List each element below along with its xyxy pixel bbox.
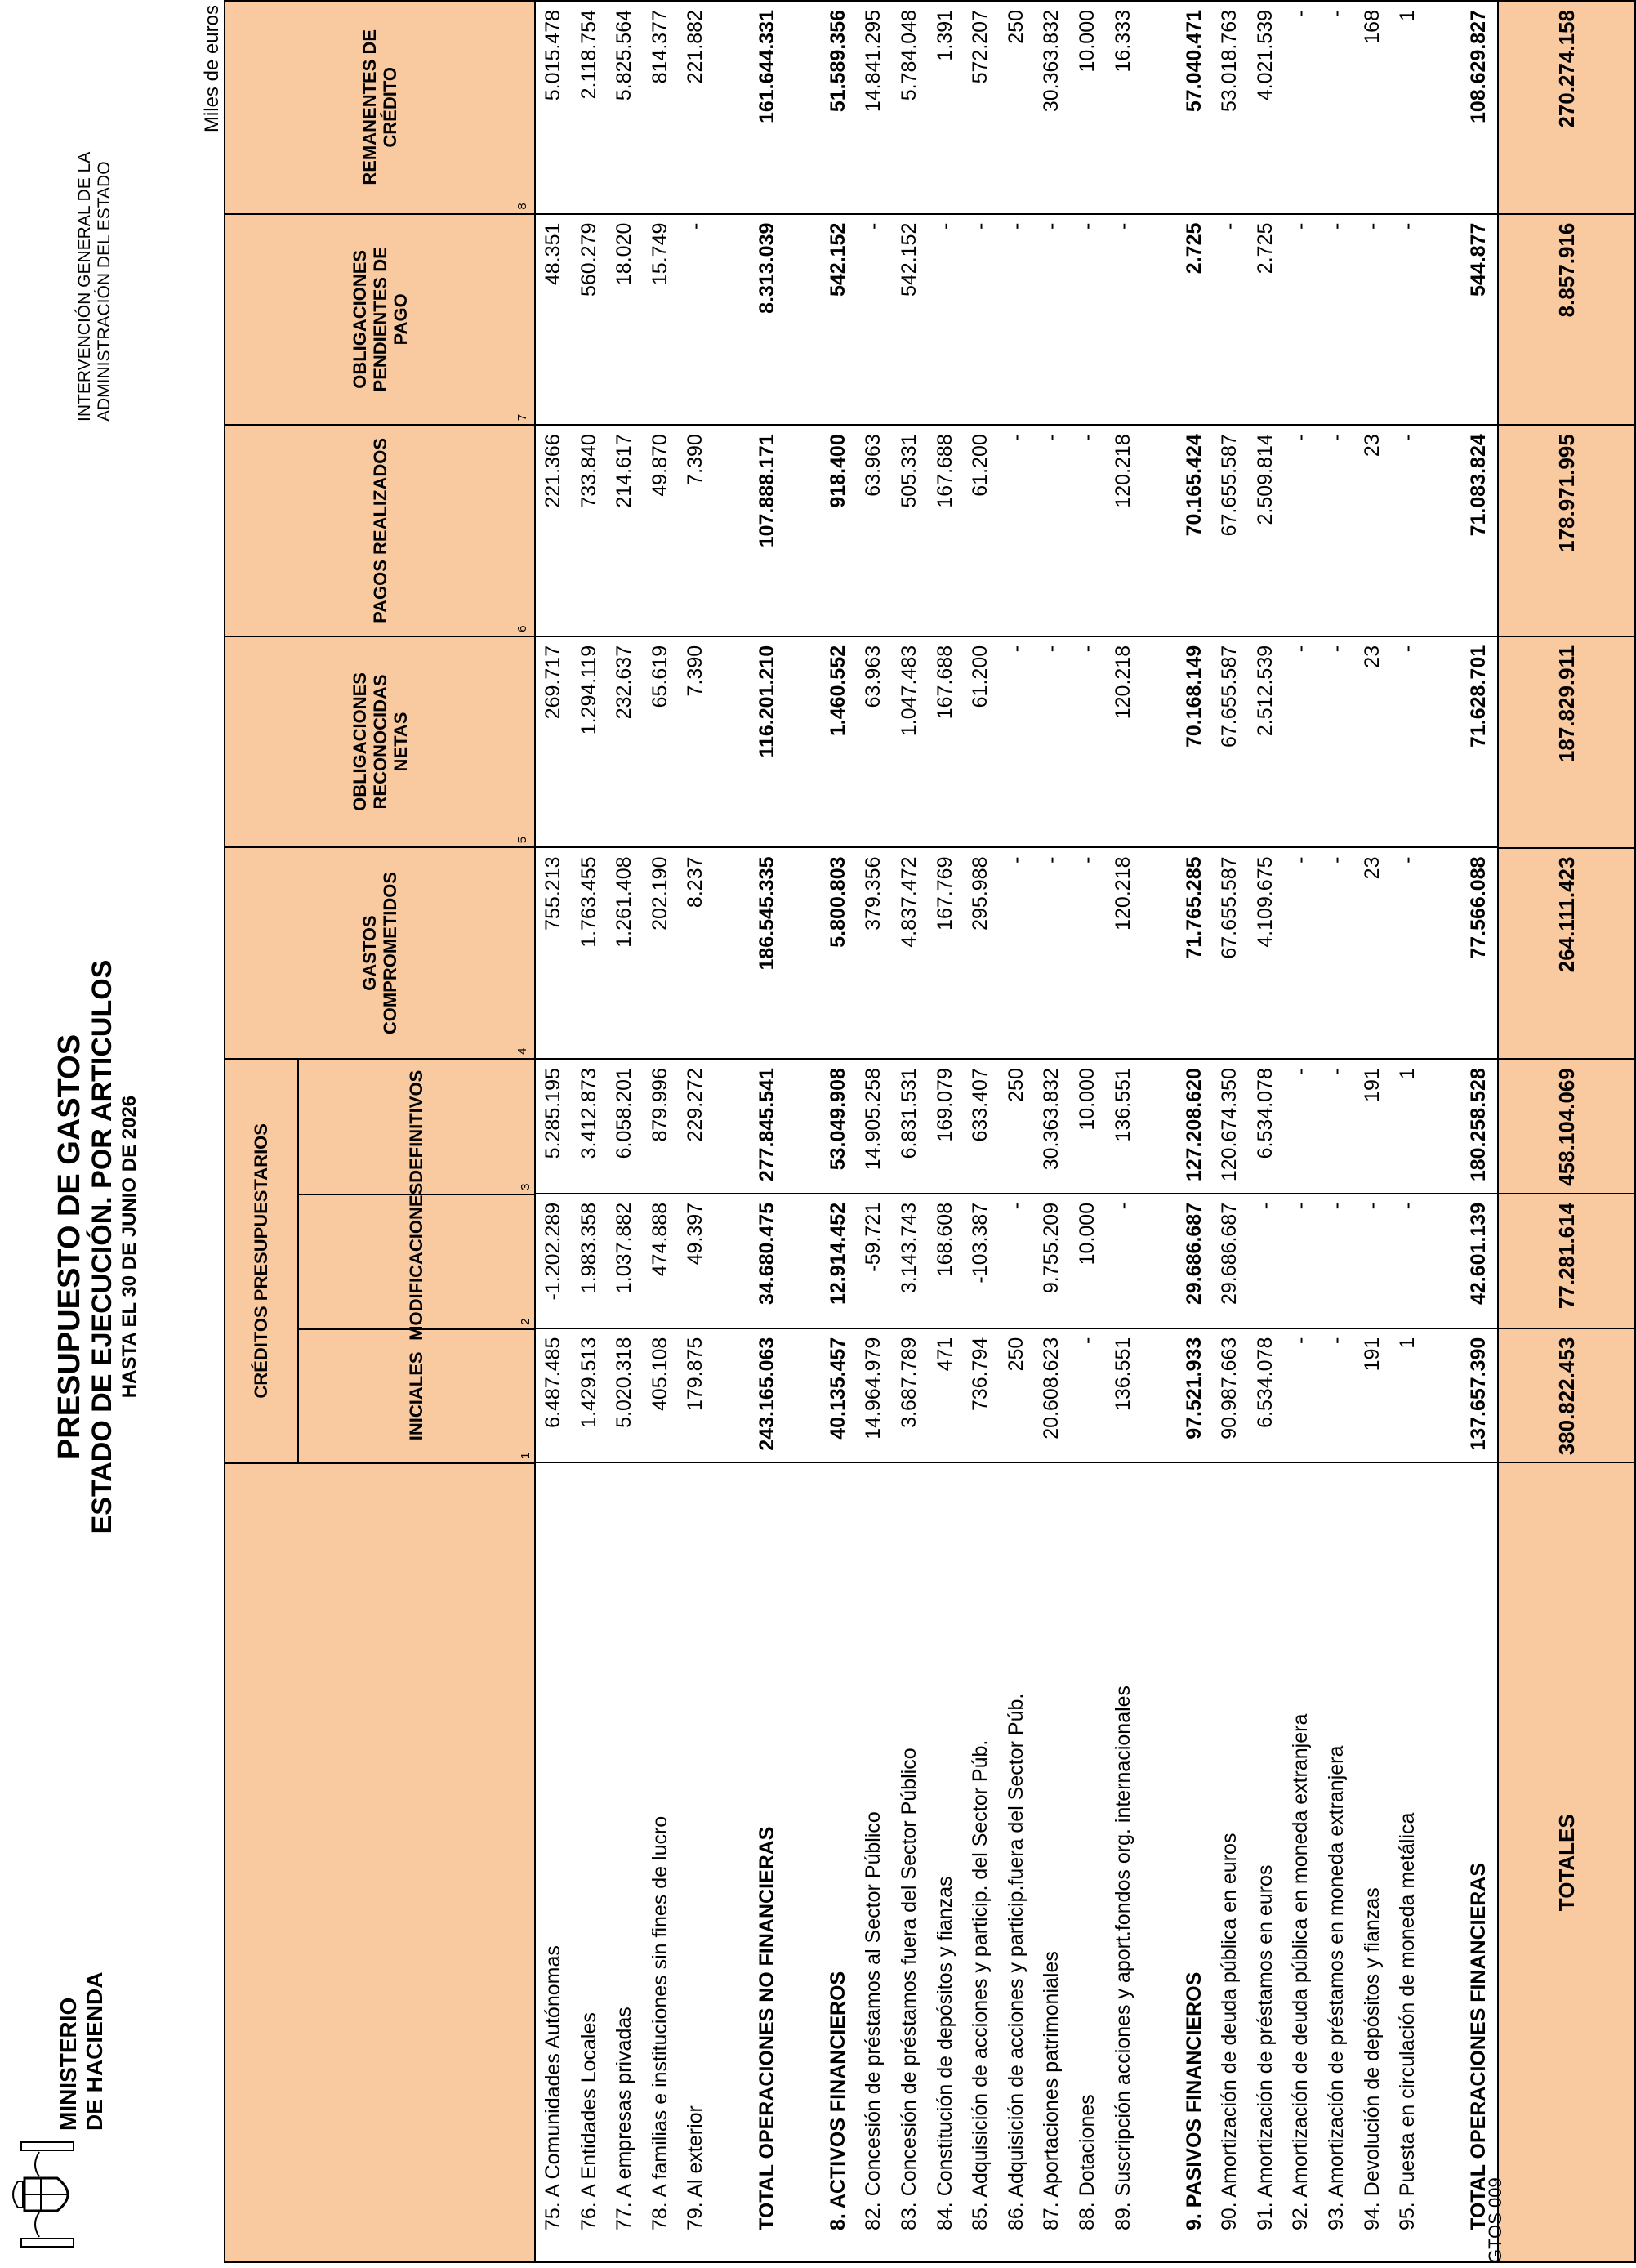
table-cell: - [1325,1202,1348,1210]
totals-value: 270.274.158 [1554,10,1579,128]
table-cell [785,215,821,425]
table-cell: 16.333 [1111,10,1135,73]
table-cell: - [1004,645,1028,653]
header-pagos: PAGOS REALIZADOS 6 [225,424,534,636]
table-row-label: 77. A empresas privadas [613,2007,636,2230]
ministry-line1: MINISTERIO [56,1997,81,2131]
table-cell: - [1289,856,1313,864]
table-cell: 168 [1360,10,1384,44]
table-cell [785,1060,821,1193]
table-cell: - [1396,222,1420,230]
table-cell: - [1325,222,1348,230]
column-pagos [536,424,1497,636]
report-titles [52,797,142,1696]
table-cell: 48.351 [542,222,564,286]
table-cell: - [933,222,956,230]
table-row-label: 92. Amortización de deuda pública en moneda extranjera [1289,1713,1313,2230]
table-cell: 5.825.564 [613,10,636,101]
table-row-label [1141,1463,1177,2261]
table-cell: 30.363.832 [1040,1068,1063,1171]
table-cell: 2.725 [1182,222,1206,275]
column-number: 3 [519,1183,533,1190]
table-cell: - [1396,856,1420,864]
column-number: 8 [515,203,529,210]
ministry-line2: DE HACIENDA [82,1971,107,2131]
table-cell: 879.996 [648,1068,671,1142]
table-row-label: 90. Amortización de deuda pública en euros [1218,1833,1241,2230]
table-cell: 186.545.335 [755,856,778,971]
table-row-label: 9. PASIVOS FINANCIEROS [1182,1971,1206,2230]
table-cell [785,1194,821,1328]
table-cell [714,849,750,1059]
table-cell: 5.800.803 [826,856,849,948]
table-cell [1141,849,1177,1059]
table-cell: 1.261.408 [613,856,636,948]
table-cell: 120.218 [1111,645,1135,720]
totals-value: 187.829.911 [1499,636,1634,847]
totals-value: 380.822.453 [1499,1328,1634,1462]
table-cell: - [1004,856,1028,864]
table-cell: - [1004,1202,1028,1210]
table-cell: 1.294.119 [577,645,600,735]
totals-label: TOTALES [1499,1462,1634,2261]
table-cell: 250 [1004,10,1028,44]
table-cell: - [1289,1337,1313,1344]
table-cell: 2.118.754 [577,10,600,100]
ministry-name [56,1972,108,2131]
table-cell: 49.397 [684,1202,707,1266]
table-cell: 136.551 [1111,1337,1135,1412]
table-cell: 14.841.295 [862,10,885,113]
column-pendientes [536,213,1497,425]
table-cell: 6.831.531 [897,1068,921,1159]
table-cell: 221.366 [542,434,564,508]
table-cell: 120.218 [1111,856,1135,931]
table-cell: 6.058.201 [613,1068,636,1159]
table-cell: 71.765.285 [1182,856,1206,959]
header-gastos: GASTOS COMPROMETIDOS 4 [225,846,534,1058]
units-label: Miles de euros [201,5,223,133]
table-cell: 127.208.620 [1182,1068,1206,1182]
table-cell: 572.207 [969,10,992,84]
table-cell: 71.083.824 [1467,434,1491,537]
table-cell: 191 [1360,1337,1384,1372]
header-remanentes: REMANENTES DE CRÉDITO 8 [225,2,534,213]
table-cell: - [1325,434,1348,441]
report-date: HASTA EL 30 DE JUNIO DE 2026 [118,1095,140,1399]
table-cell: 120.674.350 [1218,1068,1241,1182]
table-cell [1426,849,1462,1059]
budget-table [224,0,1636,2263]
table-cell: - [1360,1202,1384,1210]
totals-value: 458.104.069 [1499,1058,1634,1193]
table-row-label: 84. Constitución de depósitos y fianzas [933,1876,956,2230]
table-row-label: TOTAL OPERACIONES FINANCIERAS [1467,1862,1491,2230]
table-cell: 4.837.472 [897,856,921,948]
totals-value: 178.971.995 [1499,424,1634,636]
table-cell: 1.460.552 [826,645,849,737]
table-cell [714,215,750,425]
header-label-cell [225,1462,534,2261]
table-cell: 5.784.048 [897,10,921,101]
table-cell: 3.143.743 [897,1202,921,1294]
table-cell: 167.688 [933,645,956,720]
table-row-label: 86. Adquisición de acciones y particip.fuera del Sector Púb. [1004,1693,1028,2230]
table-cell: - [1289,1068,1313,1075]
table-cell: - [1396,434,1420,441]
table-cell: 1.983.358 [577,1202,600,1294]
table-cell: 5.015.478 [542,10,564,101]
totals-value: 264.111.423 [1499,847,1634,1059]
table-cell: 107.888.171 [755,434,778,548]
table-cell: - [1396,645,1420,653]
table-cell [1141,426,1177,636]
column-modificaciones [536,1193,1497,1328]
table-header [225,2,536,2261]
table-cell: 53.049.908 [826,1068,849,1171]
table-cell: 5.020.318 [613,1337,636,1428]
table-row-label: 94. Devolución de depósitos y fianzas [1360,1887,1384,2230]
table-cell: 179.875 [684,1337,707,1412]
table-cell: - [1040,222,1063,230]
table-cell [714,1060,750,1193]
table-cell: 29.686.687 [1182,1202,1206,1306]
column-gastos [536,847,1497,1059]
table-row-label: 91. Amortización de préstamos en euros [1253,1864,1277,2230]
table-cell: 250 [1004,1337,1028,1372]
table-cell: 3.412.873 [577,1068,600,1159]
table-cell [714,426,750,636]
table-cell: - [1360,222,1384,230]
table-cell: - [1040,856,1063,864]
table-cell: 120.218 [1111,434,1135,508]
table-cell [714,1329,750,1462]
table-cell: 7.390 [684,434,707,485]
table-cell: 49.870 [648,434,671,497]
issuer-line2: ADMINISTRACIÓN DEL ESTADO [95,161,114,422]
table-cell: 277.845.541 [755,1068,778,1182]
table-row-label: 76. A Entidades Locales [577,2012,600,2230]
table-cell: 1 [1396,10,1420,21]
table-cell [1141,2,1177,213]
table-cell: 116.201.210 [755,645,778,758]
table-cell: 67.655.587 [1218,856,1241,959]
column-obligaciones [536,636,1497,847]
table-cell: - [1111,222,1135,230]
table-cell [785,426,821,636]
table-cell: - [969,222,992,230]
table-cell: 1 [1396,1337,1420,1349]
table-cell: 633.407 [969,1068,992,1142]
table-cell: - [1075,645,1099,653]
table-cell: - [1289,645,1313,653]
table-cell: - [1289,1202,1313,1210]
table-cell: 23 [1360,645,1384,668]
table-cell: 4.109.675 [1253,856,1277,948]
column-labels [536,1462,1497,2261]
column-definitivos [536,1058,1497,1193]
table-cell [1141,215,1177,425]
table-cell: 269.717 [542,645,564,720]
table-cell: 23 [1360,856,1384,880]
table-cell: 560.279 [577,222,600,297]
table-cell: - [1004,222,1028,230]
table-cell: 161.644.331 [755,10,778,124]
column-number: 6 [515,625,529,632]
table-row-label: 88. Dotaciones [1075,2094,1099,2230]
header-modificaciones: MODIFICACIONES 2 [299,1194,534,1328]
coat-of-arms-icon [7,2137,85,2252]
table-cell: 137.657.390 [1467,1337,1491,1451]
table-cell: - [1075,222,1099,230]
table-cell [1426,1194,1462,1328]
table-cell [714,2,750,213]
table-cell: 63.963 [862,645,885,708]
table-cell: 6.534.078 [1253,1337,1277,1428]
table-cell [1141,637,1177,847]
form-code: GTOS 009 [1485,2177,1505,2263]
table-cell [1426,2,1462,213]
table-cell: - [1075,434,1099,441]
table-cell: - [1289,434,1313,441]
table-cell: 20.608.623 [1040,1337,1063,1440]
column-number: 4 [515,1047,529,1055]
table-cell: 2.512.539 [1253,645,1277,737]
table-cell: - [1325,856,1348,864]
table-cell: 202.190 [648,856,671,931]
table-cell: 23 [1360,434,1384,458]
totals-value: 77.281.614 [1499,1193,1634,1328]
table-cell [785,1329,821,1462]
table-cell: 6.534.078 [1253,1068,1277,1159]
table-cell: 18.020 [613,222,636,286]
table-cell: 250 [1004,1068,1028,1102]
column-iniciales [536,1328,1497,1462]
header-creditos-group [225,1058,534,1462]
table-cell: 97.521.933 [1182,1337,1206,1440]
column-number: 1 [519,1452,533,1459]
table-cell: 471 [933,1337,956,1372]
table-cell: 814.377 [648,10,671,84]
table-cell [1426,426,1462,636]
table-cell: 542.152 [826,222,849,297]
table-row-label: 78. A familias e instituciones sin fines de lucro [648,1815,671,2230]
table-cell: 14.964.979 [862,1337,885,1440]
table-cell: 108.629.827 [1467,10,1491,124]
table-cell [1426,637,1462,847]
table-cell: - [862,222,885,230]
table-cell: 71.628.701 [1467,645,1491,748]
table-cell: 5.285.195 [542,1068,564,1159]
header-creditos-title: CRÉDITOS PRESUPUESTARIOS [225,1060,299,1462]
table-cell [1426,1329,1462,1462]
table-cell: 61.200 [969,645,992,708]
table-cell: 10.000 [1075,10,1099,73]
table-cell: 2.509.814 [1253,434,1277,525]
table-cell: - [1253,1202,1277,1210]
column-number: 2 [519,1318,533,1325]
table-row-label [785,1463,821,2261]
totals-value: 8.857.916 [1499,213,1634,425]
table-cell: 232.637 [613,645,636,720]
table-cell: 295.988 [969,856,992,931]
table-cell: - [1075,1337,1099,1344]
header-obligaciones: OBLIGACIONES RECONOCIDAS NETAS 5 [225,636,534,847]
table-cell: 29.686.687 [1218,1202,1241,1306]
table-cell: 2.725 [1253,222,1277,275]
issuer [75,152,114,422]
table-cell: 167.769 [933,856,956,931]
table-cell: 136.551 [1111,1068,1135,1142]
table-cell [1141,1329,1177,1462]
table-cell: 4.021.539 [1253,10,1277,101]
table-cell: 90.987.663 [1218,1337,1241,1440]
table-cell: - [1325,10,1348,17]
table-cell: 61.200 [969,434,992,497]
table-cell: 169.079 [933,1068,956,1142]
table-cell: 1.429.513 [577,1337,600,1428]
table-cell: 42.601.139 [1467,1202,1491,1306]
table-cell [785,637,821,847]
table-row-label [714,1463,750,2261]
table-cell: 77.566.088 [1467,856,1491,959]
table-cell: 70.165.424 [1182,434,1206,537]
column-number: 5 [515,836,529,844]
table-cell [1426,215,1462,425]
table-row-label: TOTAL OPERACIONES NO FINANCIERAS [755,1826,778,2230]
table-cell: 214.617 [613,434,636,508]
table-cell [714,1194,750,1328]
table-cell: - [1040,645,1063,653]
table-row-label: 85. Adquisición de acciones y particip. del Sector Púb. [969,1739,992,2230]
table-cell: 1.037.882 [613,1202,636,1294]
table-cell: 544.877 [1467,222,1491,297]
table-cell: 229.272 [684,1068,707,1142]
table-cell: - [1075,856,1099,864]
table-cell: 168.608 [933,1202,956,1277]
table-cell: 6.487.485 [542,1337,564,1428]
table-cell: 65.619 [648,645,671,708]
table-cell: 63.963 [862,434,885,497]
table-row-label: 95. Puesta en circulación de moneda metálica [1396,1812,1420,2230]
table-cell: - [684,222,707,230]
table-cell: 474.888 [648,1202,671,1277]
table-cell: - [1040,434,1063,441]
table-cell: 15.749 [648,222,671,286]
table-cell [714,637,750,847]
issuer-line1: INTERVENCIÓN GENERAL DE LA [75,151,94,422]
table-body [536,2,1497,2261]
table-cell: - [1396,1202,1420,1210]
table-cell: - [1289,10,1313,17]
table-cell [785,849,821,1059]
table-cell [1141,1194,1177,1328]
table-cell: 191 [1360,1068,1384,1102]
table-row-label: 87. Aportaciones patrimoniales [1040,1951,1063,2230]
table-cell: - [1111,1202,1135,1210]
report-title: PRESUPUESTO DE GASTOS [52,1034,87,1460]
table-cell: - [1325,1068,1348,1075]
table-cell: 3.687.789 [897,1337,921,1428]
table-cell: 1 [1396,1068,1420,1080]
table-cell: 8.237 [684,856,707,909]
table-row-label [1426,1463,1462,2261]
table-row-label: 79. Al exterior [684,2105,707,2230]
table-cell: - [1289,222,1313,230]
table-cell: 1.763.455 [577,856,600,948]
table-cell: 755.213 [542,856,564,931]
table-cell [1426,1060,1462,1193]
table-cell: 70.168.149 [1182,645,1206,748]
table-row-label: 8. ACTIVOS FINANCIEROS [826,1971,849,2230]
table-cell: 51.589.356 [826,10,849,113]
header-definitivos: DEFINITIVOS 3 [406,1069,533,1190]
table-cell: -103.387 [969,1202,992,1284]
table-cell: 736.794 [969,1337,992,1412]
table-cell: - [1004,434,1028,441]
table-cell: 12.914.452 [826,1202,849,1306]
table-cell: - [1218,222,1241,230]
table-cell: 53.018.763 [1218,10,1241,113]
table-cell: 180.258.528 [1467,1068,1491,1182]
table-cell: 67.655.587 [1218,645,1241,748]
table-cell: 405.108 [648,1337,671,1412]
table-row-label: 75. A Comunidades Autónomas [542,1945,564,2230]
table-cell: - [1325,645,1348,653]
report-subtitle: ESTADO DE EJECUCIÓN. POR ARTICULOS [87,959,118,1534]
column-remanentes [536,2,1497,213]
table-cell [785,2,821,213]
table-cell: 542.152 [897,222,921,297]
table-cell [1141,1060,1177,1193]
table-cell: 40.135.457 [826,1337,849,1440]
totals-row [1497,2,1634,2261]
table-cell: 733.840 [577,434,600,508]
table-cell: 10.000 [1075,1202,1099,1266]
table-cell: 34.680.475 [755,1202,778,1306]
column-number: 7 [515,413,529,422]
table-cell: -59.721 [862,1202,885,1272]
table-cell: 67.655.587 [1218,434,1241,537]
table-cell: 379.356 [862,856,885,931]
table-row-label: 83. Concesión de préstamos fuera del Sector Público [897,1748,921,2230]
table-cell: 1.047.483 [897,645,921,737]
table-cell: 14.905.258 [862,1068,885,1171]
header-iniciales: INICIALES 1 [299,1328,534,1462]
header-pendientes: OBLIGACIONES PENDIENTES DE PAGO 7 [225,213,534,425]
table-cell: 221.882 [684,10,707,84]
table-cell: 30.363.832 [1040,10,1063,113]
table-cell: - [1325,1337,1348,1344]
table-row-label: 93. Amortización de préstamos en moneda extranjera [1325,1745,1348,2230]
table-cell: 9.755.209 [1040,1202,1063,1294]
table-cell: 57.040.471 [1182,10,1206,113]
table-cell: 918.400 [826,434,849,508]
table-cell: 7.390 [684,645,707,697]
table-cell: 8.313.039 [755,222,778,314]
table-cell: 243.165.063 [755,1337,778,1451]
table-cell: 1.391 [933,10,956,61]
table-cell: -1.202.289 [542,1202,564,1301]
table-row-label: 89. Suscripción acciones y aport.fondos org. internacionales [1111,1685,1135,2230]
table-cell: 167.688 [933,434,956,508]
table-cell: 505.331 [897,434,921,508]
table-cell: 10.000 [1075,1068,1099,1131]
table-row-label: 82. Concesión de préstamos al Sector Público [862,1811,885,2230]
